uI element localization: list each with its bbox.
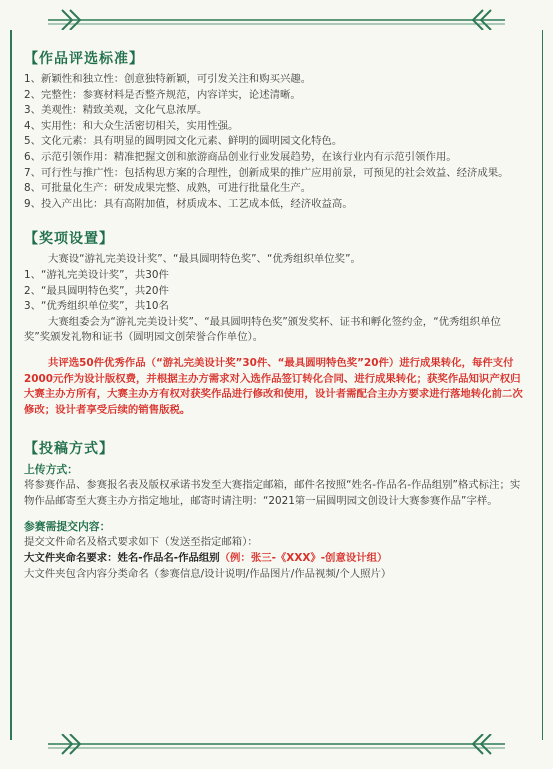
awards-highlight: 共评选50件优秀作品（“游礼完美设计奖”30件、“最具圆明特色奖”20件）进行成果转化，每件支付2000元作为设计版权费，并根据主办方需求对入选作品签订转化合同、进行成果转化；获奖作品知识产权归大赛主办方所有，大赛主办方有权对获奖作品进行修改和使用，设计者需配合主办方要求进行落地转化前二次修改；设计者享受后续的销售版税。 xyxy=(24,356,523,416)
criteria-item: 2、完整性：参赛材料是否整齐规范，内容详实，论述清晰。 xyxy=(24,88,301,101)
criteria-item: 8、可批量化生产：研发成果完整、成熟，可进行批量化生产。 xyxy=(24,182,312,195)
criteria-title: 【作品评选标准】 xyxy=(24,51,144,67)
awards-desc: 大赛组委会为“游礼完美设计奖”、“最具圆明特色奖”颁发奖杯、证书和孵化签约金，“优秀组织单位奖”奖颁发礼物和证书（圆明园文创荣誉合作单位）。 xyxy=(24,315,501,344)
bottom-ornament xyxy=(0,734,553,758)
criteria-item: 9、投入产出比：具有高附加值，材质成本、工艺成本低，经济收益高。 xyxy=(24,197,353,210)
folder-label: 大文件夹命名要求：姓名-作品名-作品组别 xyxy=(24,552,220,565)
content-line: 提交文件命名及格式要求如下（发送至指定邮箱）： xyxy=(24,536,258,549)
top-ornament xyxy=(0,6,553,30)
folder-example: （例：张三-《XXX》-创意设计组） xyxy=(219,552,388,565)
criteria-item: 5、文化元素：具有明显的圆明园文化元素、鲜明的圆明园文化特色。 xyxy=(24,135,343,148)
awards-title: 【奖项设置】 xyxy=(24,231,114,248)
folder-requirement xyxy=(24,551,524,567)
submission-title: 【投稿方式】 xyxy=(24,441,114,458)
criteria-item: 4、实用性：和大众生活密切相关，实用性强。 xyxy=(24,119,239,132)
criteria-item: 3、美观性：精致美观，文化气息浓厚。 xyxy=(24,104,208,117)
criteria-item: 6、示范引领作用：精准把握文创和旅游商品创业行业发展趋势，在该行业内有示范引领作用。 xyxy=(24,150,457,163)
awards-intro: 大赛设“游礼完美设计奖”、“最具圆明特色奖”、“优秀组织单位奖”。 xyxy=(48,253,361,266)
folder-content: 大文件夹包含内容分类命名（参赛信息/设计说明/作品图片/作品视频/个人照片） xyxy=(24,567,392,580)
award-item: 2、“最具圆明特色奖”，共20件 xyxy=(24,284,169,297)
upload-text: 将参赛作品、参赛报名表及版权承诺书发至大赛指定邮箱，邮件名按照“姓名-作品名-作品组别”格式标注；实物作品邮寄至大赛主办方指定地址，邮寄时请注明：“2021第一届圆明园文创设计大赛参赛作品”字样。 xyxy=(24,479,521,507)
award-item: 1、“游礼完美设计奖”，共30件 xyxy=(24,268,169,281)
criteria-item: 1、新颖性和独立性：创意独特新颖，可引发关注和购买兴趣。 xyxy=(24,73,312,85)
right-border xyxy=(542,30,544,740)
award-item: 3、“优秀组织单位奖”，共10名 xyxy=(24,300,169,313)
left-border xyxy=(10,30,12,740)
content-title: 参赛需提交内容： xyxy=(24,520,111,534)
document-content xyxy=(24,50,524,582)
criteria-item: 7、可行性与推广性：包括构思方案的合理性，创新成果的推广应用前景，可预见的社会效益、经济成果。 xyxy=(24,166,509,179)
upload-title: 上传方式： xyxy=(24,463,78,477)
